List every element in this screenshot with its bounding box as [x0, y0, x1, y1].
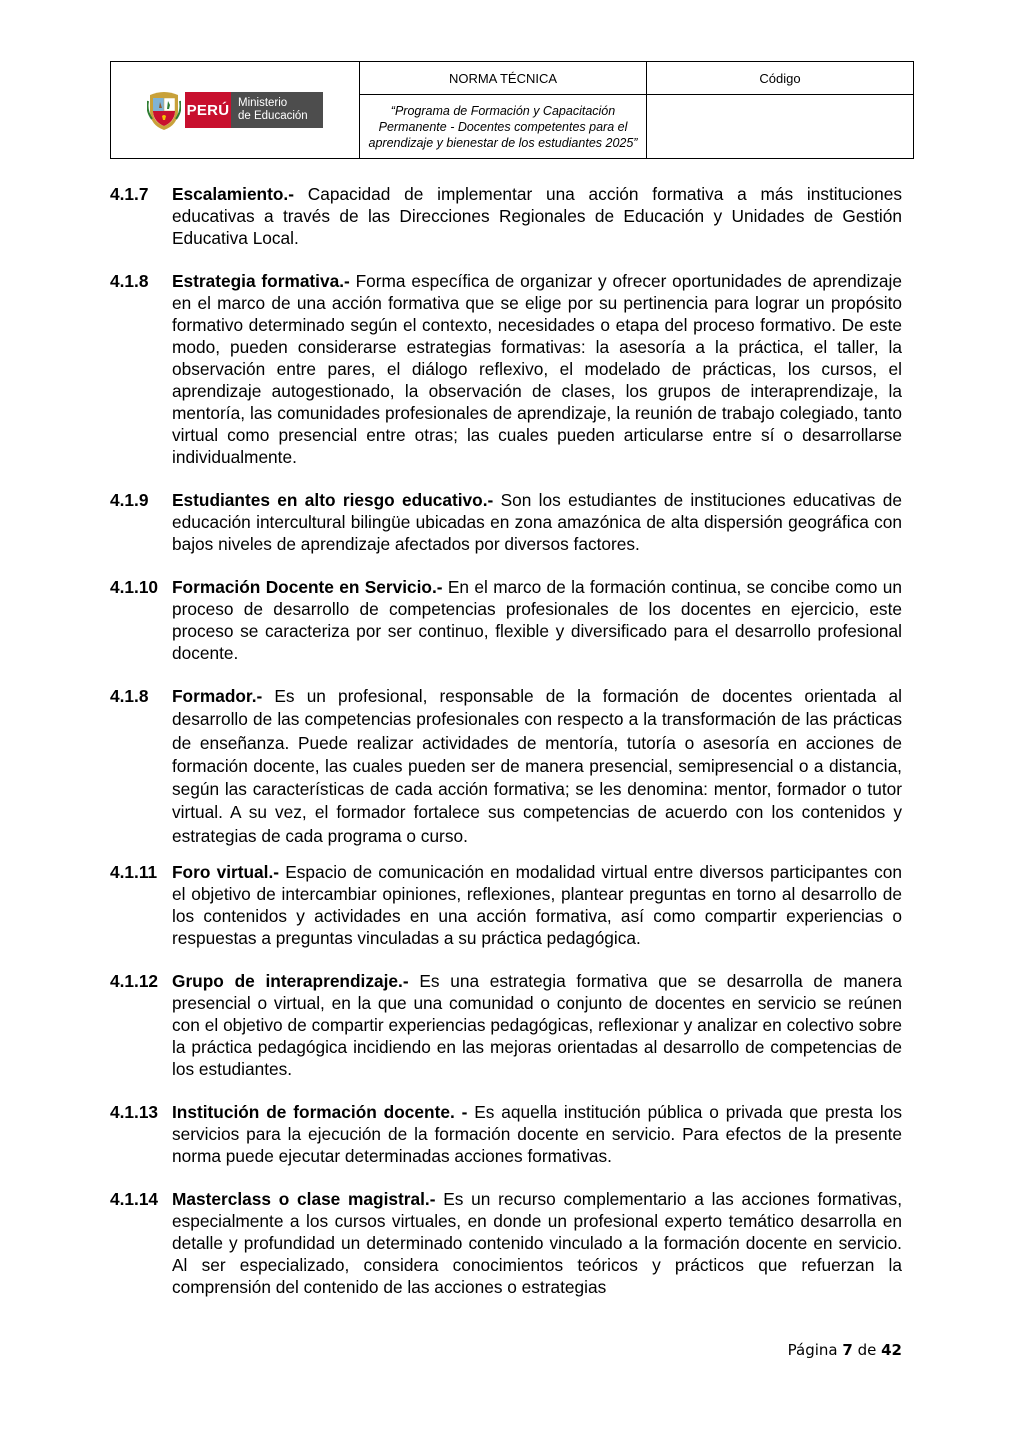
logo-country: PERÚ	[185, 92, 231, 128]
page-footer	[788, 1341, 902, 1359]
definition-item	[110, 970, 902, 1080]
definition-body	[172, 861, 902, 949]
total-pages: 42	[881, 1341, 902, 1359]
definition-term: Grupo de interaprendizaje.-	[172, 971, 409, 992]
definitions-list	[110, 183, 902, 1319]
definition-term: Formación Docente en Servicio.-	[172, 577, 443, 597]
definition-term: Estrategia formativa.-	[172, 271, 350, 291]
definition-item	[110, 183, 902, 249]
definition-number: 4.1.14	[110, 1189, 159, 1210]
page-number: 7	[842, 1341, 853, 1359]
definition-term: Formador.-	[172, 686, 263, 706]
definition-text: Espacio de comunicación en modalidad virtual entre diversos participantes con el objetivo de intercambiar opiniones, reflexiones, plantear preguntas en torno al desarrollo de los contenidos y actividades en una acción formativa, así como compartir experiencias o respuestas a preguntas vinculadas a su práctica pedagógica.	[172, 862, 902, 949]
doc-type: NORMA TÉCNICA	[360, 62, 647, 95]
definition-number: 4.1.9	[110, 490, 149, 510]
definition-body	[172, 183, 902, 249]
definition-term: Masterclass o clase magistral.-	[172, 1189, 436, 1210]
definition-term: Estudiantes en alto riesgo educativo.-	[172, 490, 494, 510]
definition-text: Es una estrategia formativa que se desarrolla de manera presencial o virtual, en la que una comunidad o conjunto de docentes en servicio se reúnen con el objetivo de compartir experiencias pedagógicas, reflexionar y analizar en colectivo sobre la práctica pedagógica incidiendo en las mejoras orientadas al desarrollo de competencias de los estudiantes.	[172, 971, 902, 1080]
definition-item	[110, 1101, 902, 1167]
logo-ministry	[231, 92, 323, 128]
definition-text: En el marco de la formación continua, se concibe como un proceso de desarrollo de competencias profesionales de los docentes en ejercicio, este proceso se caracteriza por ser continuo, flexible y diversificado para el desarrollo profesional docente.	[172, 577, 902, 663]
program-title: “Programa de Formación y Capacitación Permanente - Docentes competentes para el aprendizaje y bienestar de los estudiantes 2025”	[360, 95, 647, 159]
definition-item	[110, 1188, 902, 1298]
minedu-logo	[111, 62, 359, 158]
definition-number: 4.1.7	[110, 184, 149, 204]
definition-number: 4.1.12	[110, 971, 159, 992]
definition-item	[110, 489, 902, 555]
definition-text: Es un profesional, responsable de la formación de docentes orientada al desarrollo de las competencias profesionales con respecto a la transformación de las prácticas de enseñanza. Puede realizar actividades de mentoría, tutoría o asesoría en acciones de formación docente, las cuales pueden ser de manera presencial, semipresencial o a distancia, según las características de cada acción formativa; se les denomina: mentor, formador o tutor virtual. A su vez, el formador fortalece sus competencias de acuerdo con los contenidos y estrategias de cada programa o curso.	[172, 686, 902, 846]
definition-term: Escalamiento.-	[172, 184, 294, 204]
definition-body	[172, 970, 902, 1080]
code-value	[647, 95, 914, 159]
definition-text: Son los estudiantes de instituciones educativas de educación intercultural bilingüe ubicadas en zona amazónica de alta dispersión geográfica con bajos niveles de aprendizaje afectados por diversos factores.	[172, 490, 902, 554]
definition-item	[110, 576, 902, 664]
definition-text: Capacidad de implementar una acción formativa a más instituciones educativas a través de las Direcciones Regionales de Educación y Unidades de Gestión Educativa Local.	[172, 184, 902, 248]
definition-term: Institución de formación docente. -	[172, 1102, 468, 1123]
of-label: de	[857, 1341, 877, 1359]
definition-number: 4.1.8	[110, 686, 149, 706]
definition-item	[110, 685, 902, 848]
definition-body	[172, 1101, 902, 1167]
definition-item	[110, 270, 902, 468]
definition-number: 4.1.10	[110, 577, 159, 597]
definition-text: Es aquella institución pública o privada que presta los servicios para la ejecución de la formación docente en servicio. Para efectos de la presente norma puede ejecutar determinadas acciones formativas.	[172, 1102, 902, 1167]
code-label: Código	[647, 62, 914, 95]
definition-number: 4.1.11	[110, 862, 158, 883]
definition-number: 4.1.8	[110, 271, 149, 291]
logo-ministry-line2: de Educación	[238, 110, 308, 122]
definition-body	[172, 489, 902, 555]
definition-item	[110, 861, 902, 949]
definition-text: Es un recurso complementario a las acciones formativas, especialmente a los cursos virtuales, en donde un profesional experto temático desarrolla en detalle y profundidad un determinado contenido vinculado a la formación docente en servicio. Al ser especializado, considera conocimientos teóricos y prácticos que refuerzan la comprensión del contenido de las acciones o estrategias	[172, 1189, 902, 1298]
definition-body	[172, 685, 902, 848]
definition-body	[172, 1188, 902, 1298]
page-label: Página	[787, 1341, 838, 1359]
definition-term: Foro virtual.-	[172, 862, 280, 883]
definition-number: 4.1.13	[110, 1102, 159, 1123]
definition-body	[172, 576, 902, 664]
peru-coat-of-arms-icon	[147, 89, 181, 131]
definition-body	[172, 270, 902, 468]
logo-cell	[111, 62, 360, 159]
document-header	[110, 61, 914, 159]
definition-text: Forma específica de organizar y ofrecer oportunidades de aprendizaje en el marco de una acción formativa que se elige por su pertinencia para lograr un propósito formativo determinado según el contexto, necesidades o etapa del proceso formativo. De este modo, pueden considerarse estrategias formativas: la asesoría a la práctica, el taller, la observación entre pares, el diálogo reflexivo, el modelado de prácticas, los cursos, el aprendizaje autogestionado, la observación de clases, los grupos de interaprendizaje, la mentoría, las comunidades profesionales de aprendizaje, la reunión de trabajo colegiado, tanto virtual como presencial entre otras; las cuales pueden articularse entre sí o desarrollarse individualmente.	[172, 271, 902, 467]
logo-ministry-line1: Ministerio	[238, 97, 288, 109]
